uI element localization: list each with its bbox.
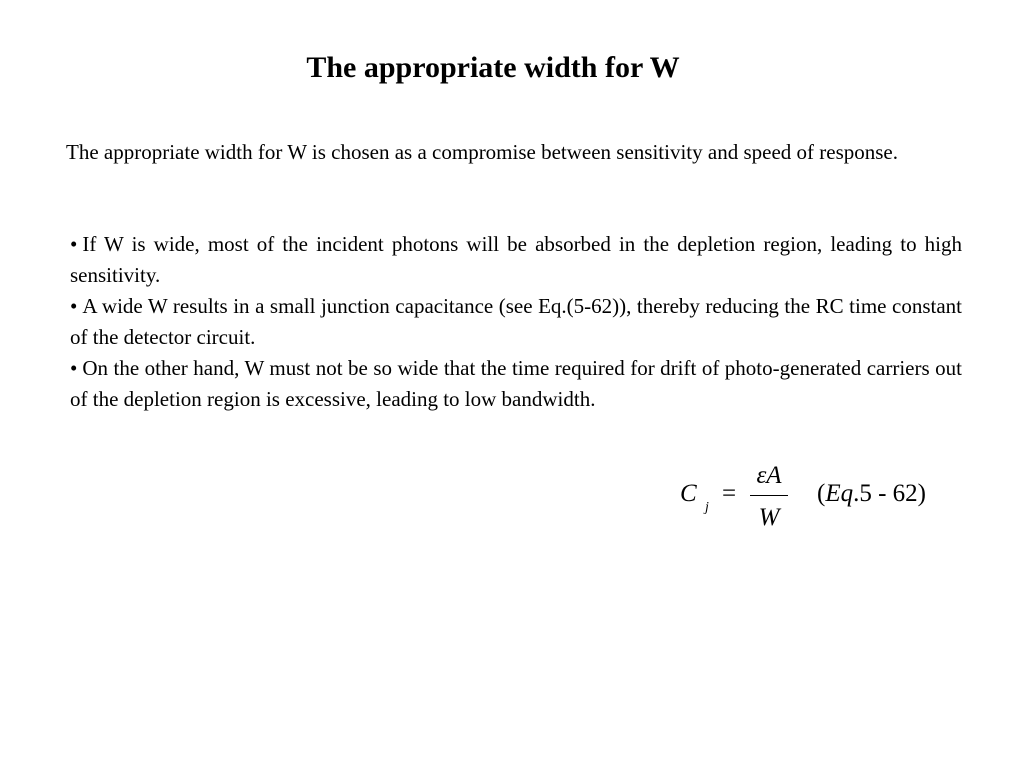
bullet-marker: • (70, 356, 78, 380)
equation-denominator: W (758, 504, 780, 531)
bullet-item (70, 291, 962, 353)
bullet-marker: • (70, 294, 78, 318)
bullet-marker: • (70, 232, 78, 256)
capacitance-equation (678, 462, 968, 542)
equation-subscript: j (705, 500, 709, 515)
equation-label-number: .5 - 62) (853, 480, 927, 507)
equation-label-eq: Eq (825, 480, 854, 507)
bullet-item (70, 229, 962, 291)
equation-label (817, 480, 926, 508)
equation-label-open: ( (817, 480, 826, 507)
bullet-text: On the other hand, W must not be so wide that the time required for drift of photo-generated carriers out of the depletion region is excessive, leading to low bandwidth. (70, 356, 962, 411)
bullet-item (70, 353, 962, 415)
bullet-text: A wide W results in a small junction capacitance (see Eq.(5-62)), thereby reducing the RC time constant of the detector circuit. (70, 294, 962, 349)
bullet-text: If W is wide, most of the incident photons will be absorbed in the depletion region, leading to high sensitivity. (70, 232, 962, 287)
fraction-bar (750, 495, 788, 496)
equation-equals: = (722, 480, 737, 507)
slide-title: The appropriate width for W (306, 51, 680, 84)
equation-numerator: εA (756, 462, 782, 489)
equation-lhs: C (680, 480, 697, 507)
bullet-list (70, 229, 962, 415)
intro-paragraph: The appropriate width for W is chosen as a compromise between sensitivity and speed of response. (66, 140, 899, 164)
